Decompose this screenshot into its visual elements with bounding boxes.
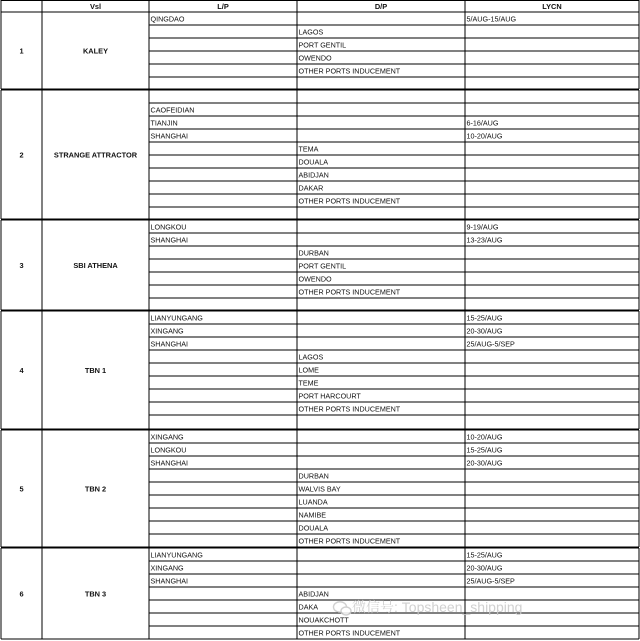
- header-lp: L/P: [217, 2, 229, 11]
- discharge-port-cell: OTHER PORTS INDUCEMENT: [298, 196, 401, 206]
- discharge-port-cell: TEME: [298, 378, 319, 388]
- discharge-port-cell: OTHER PORTS INDUCEMENT: [298, 536, 401, 546]
- discharge-port-cell: PORT GENTIL: [298, 261, 347, 271]
- discharge-port-cell: DAKAR: [298, 183, 324, 193]
- load-port-cell: XINGANG: [150, 563, 184, 573]
- discharge-port-cell: ABIDJAN: [298, 170, 329, 180]
- header-lycn: LYCN: [542, 2, 562, 11]
- vessel-number: 4: [19, 366, 24, 375]
- discharge-port-cell: OTHER PORTS INDUCEMENT: [298, 404, 401, 414]
- load-port-cell: QINGDAO: [150, 14, 185, 24]
- load-port-cell: SHANGHAI: [150, 576, 189, 586]
- watermark: [334, 599, 523, 615]
- laycan-cell: 6-16/AUG: [466, 118, 499, 128]
- discharge-port-cell: OTHER PORTS INDUCEMENT: [298, 66, 401, 76]
- discharge-port-cell: LOME: [298, 365, 319, 375]
- discharge-port-cell: DOUALA: [298, 157, 329, 167]
- discharge-port-cell: DOUALA: [298, 523, 329, 533]
- laycan-cell: 25/AUG-5/SEP: [466, 339, 515, 349]
- discharge-port-cell: LAGOS: [298, 352, 324, 362]
- laycan-cell: 15-25/AUG: [466, 550, 503, 560]
- laycan-cell: 5/AUG-15/AUG: [466, 14, 517, 24]
- vessel-name: TBN 2: [84, 484, 107, 494]
- load-port-cell: SHANGHAI: [150, 131, 189, 141]
- load-port-cell: LONGKOU: [150, 222, 187, 232]
- discharge-port-cell: PORT HARCOURT: [298, 391, 361, 401]
- discharge-port-cell: DAKA: [298, 602, 319, 612]
- laycan-cell: 20-30/AUG: [466, 458, 503, 468]
- load-port-cell: CAOFEIDIAN: [150, 105, 195, 115]
- discharge-port-cell: DURBAN: [298, 248, 329, 258]
- load-port-cell: XINGANG: [150, 326, 184, 336]
- laycan-cell: 25/AUG-5/SEP: [466, 576, 515, 586]
- vessel-name: TBN 3: [84, 589, 107, 599]
- laycan-cell: 10-20/AUG: [466, 131, 503, 141]
- laycan-cell: 15-25/AUG: [466, 313, 503, 323]
- laycan-cell: 20-30/AUG: [466, 326, 503, 336]
- laycan-cell: 9-19/AUG: [466, 222, 499, 232]
- discharge-port-cell: ABIDJAN: [298, 589, 329, 599]
- load-port-cell: XINGANG: [150, 432, 184, 442]
- load-port-cell: LIANYUNGANG: [150, 550, 203, 560]
- vessel-name: STRANGE ATTRACTOR: [53, 150, 138, 160]
- discharge-port-cell: OWENDO: [298, 274, 332, 284]
- vessel-number: 6: [19, 589, 24, 599]
- discharge-port-cell: OTHER PORTS INDUCEMENT: [298, 287, 401, 297]
- header-dp: D/P: [374, 2, 388, 11]
- load-port-cell: LIANYUNGANG: [150, 313, 203, 323]
- laycan-cell: 20-30/AUG: [466, 563, 503, 573]
- discharge-port-cell: WALVIS BAY: [298, 484, 341, 494]
- discharge-port-cell: PORT GENTIL: [298, 40, 347, 50]
- discharge-port-cell: LUANDA: [298, 497, 328, 507]
- load-port-cell: SHANGHAI: [150, 458, 189, 468]
- load-port-cell: SHANGHAI: [150, 339, 189, 349]
- watermark-text: 微信号: Topsheen_shipping: [352, 599, 523, 615]
- vessel-number: 2: [19, 150, 24, 160]
- laycan-cell: 10-20/AUG: [466, 432, 503, 442]
- discharge-port-cell: LAGOS: [298, 27, 324, 37]
- vessel-number: 3: [19, 261, 24, 270]
- laycan-cell: 13-23/AUG: [466, 235, 503, 245]
- vessel-name: KALEY: [82, 46, 109, 56]
- laycan-cell: 15-25/AUG: [466, 445, 503, 455]
- discharge-port-cell: NOUAKCHOTT: [298, 615, 349, 625]
- header-vsl: Vsl: [89, 2, 102, 11]
- vessel-number: 5: [19, 484, 24, 494]
- discharge-port-cell: DURBAN: [298, 471, 329, 481]
- discharge-port-cell: OWENDO: [298, 53, 332, 63]
- vessel-name: SBI ATHENA: [73, 261, 118, 270]
- discharge-port-cell: OTHER PORTS INDUCEMENT: [298, 628, 401, 638]
- table-cells: [19, 2, 561, 638]
- load-port-cell: TIANJIN: [150, 118, 178, 128]
- discharge-port-cell: NAMIBE: [298, 510, 327, 520]
- vessel-number: 1: [19, 46, 24, 56]
- load-port-cell: SHANGHAI: [150, 235, 189, 245]
- vessel-name: TBN 1: [84, 366, 107, 375]
- load-port-cell: LONGKOU: [150, 445, 187, 455]
- discharge-port-cell: TEMA: [298, 144, 319, 154]
